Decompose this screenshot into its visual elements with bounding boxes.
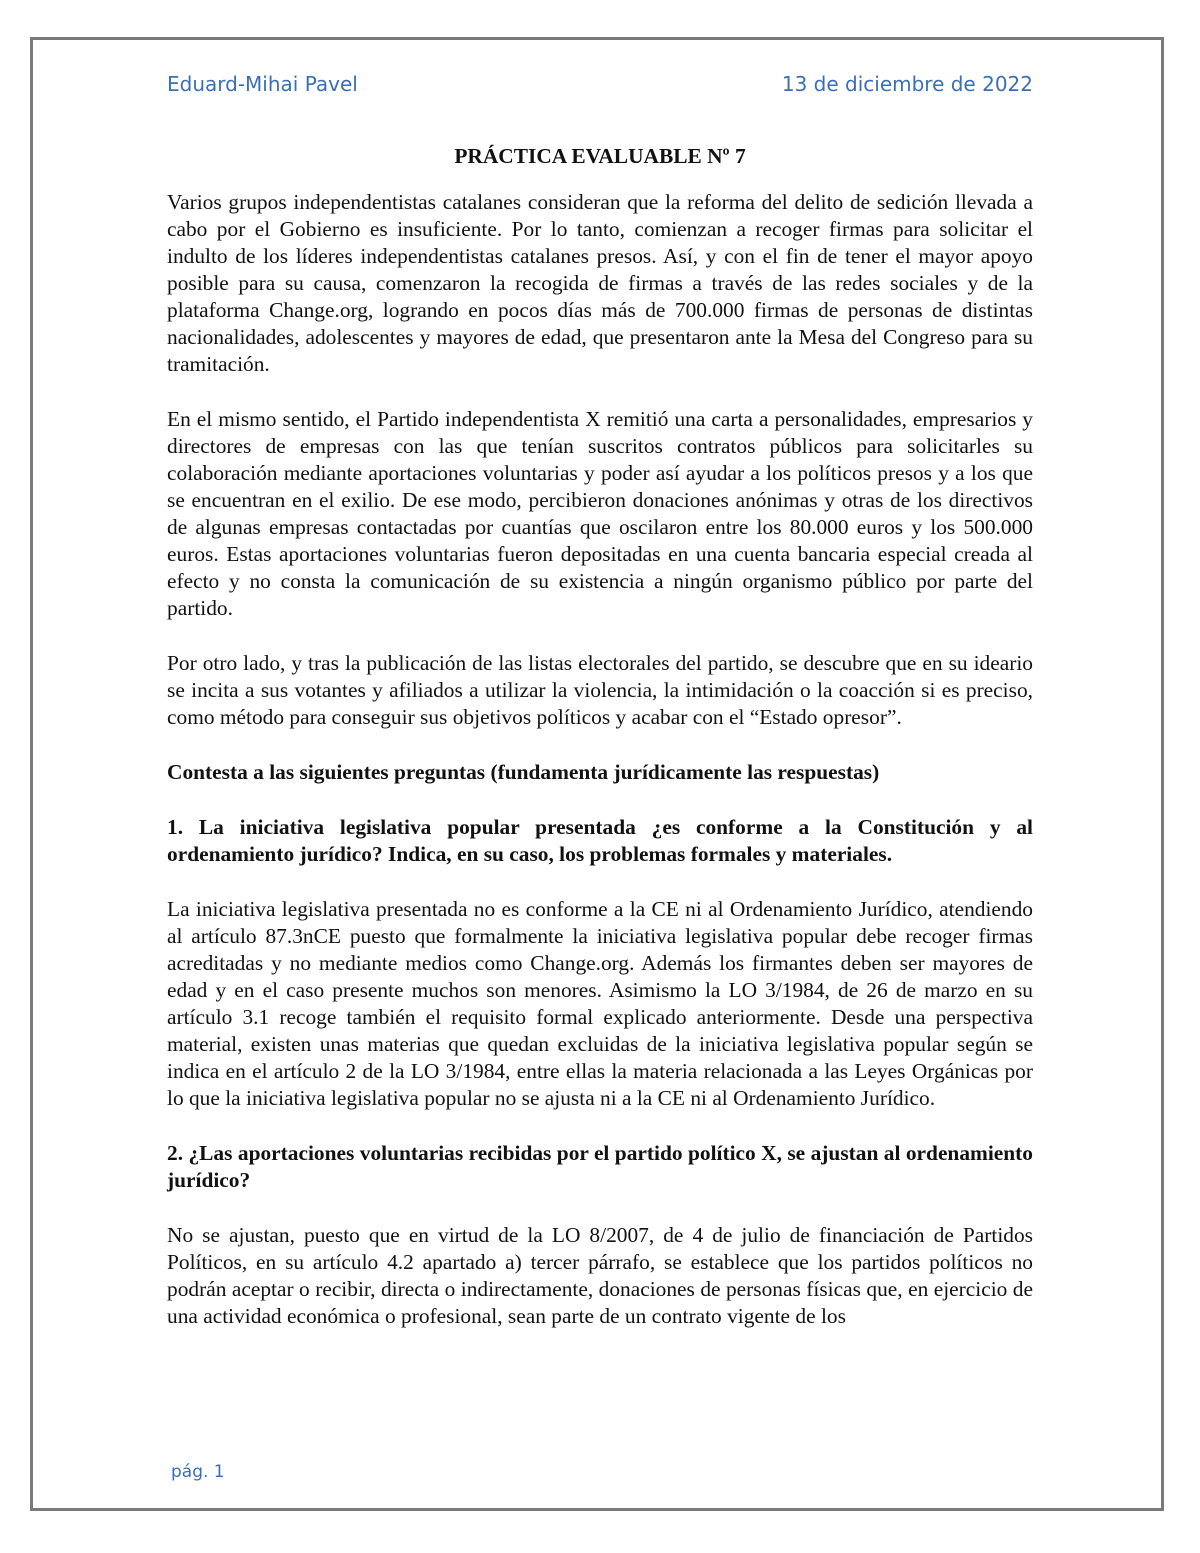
instructions-heading: Contesta a las siguientes preguntas (fundamenta jurídicamente las respuestas) (167, 760, 880, 784)
paragraph-3: Por otro lado, y tras la publicación de las listas electorales del partido, se descubre que en su ideario se incita a sus votantes y afiliados a utilizar la violencia, la intimidación o la coacción si es preciso, como método para conseguir sus objetivos políticos y acabar con el “Estado opresor”. (167, 651, 1033, 729)
page-number: pág. 1 (171, 1462, 225, 1482)
answer-2: No se ajustan, puesto que en virtud de la LO 8/2007, de 4 de julio de financiación de Partidos Políticos, en su artículo 4.2 apartado a) tercer párrafo, se establece que los partidos políticos no podrán aceptar o recibir, directa o indirectamente, donaciones de personas físicas que, en ejercicio de una actividad económica o profesional, sean parte de un contrato vigente de los (167, 1223, 1033, 1328)
answer-1: La iniciativa legislativa presentada no es conforme a la CE ni al Ordenamiento Jurídico, atendiendo al artículo 87.3nCE puesto que formalmente la iniciativa legislativa popular debe recoger firmas acreditadas y no mediante medios como Change.org. Además los firmantes deben ser mayores de edad y en el caso presente muchos son menores. Asimismo la LO 3/1984, de 26 de marzo en su artículo 3.1 recoge también el requisito formal explicado anteriormente. Desde una perspectiva material, existen unas materias que quedan excluidas de la iniciativa legislativa popular según se indica en el artículo 2 de la LO 3/1984, entre ellas la materia relacionada a las Leyes Orgánicas por lo que la iniciativa legislativa popular no se ajusta ni a la CE ni al Ordenamiento Jurídico. (167, 897, 1033, 1110)
paragraph-1: Varios grupos independentistas catalanes consideran que la reforma del delito de sedición llevada a cabo por el Gobierno es insuficiente. Por lo tanto, comienzan a recoger firmas para solicitar el indulto de los líderes independentistas catalanes presos. Así, y con el fin de tener el mayor apoyo posible para su causa, comenzaron la recogida de firmas a través de las redes sociales y de la plataforma Change.org, logrando en pocos días más de 700.000 firmas de personas de distintas nacionalidades, adolescentes y mayores de edad, que presentaron ante la Mesa del Congreso para su tramitación. (167, 190, 1033, 376)
question-2: 2. ¿Las aportaciones voluntarias recibidas por el partido político X, se ajustan al ordenamiento jurídico? (167, 1141, 1033, 1192)
header-date: 13 de diciembre de 2022 (781, 72, 1033, 96)
document-title: PRÁCTICA EVALUABLE Nº 7 (454, 144, 746, 168)
question-1: 1. La iniciativa legislativa popular presentada ¿es conforme a la Constitución y al ordenamiento jurídico? Indica, en su caso, los problemas formales y materiales. (167, 815, 1033, 866)
paragraph-2: En el mismo sentido, el Partido independentista X remitió una carta a personalidades, empresarios y directores de empresas con las que tenían suscritos contratos públicos para solicitarles su colaboración mediante aportaciones voluntarias y poder así ayudar a los políticos presos y a los que se encuentran en el exilio. De ese modo, percibieron donaciones anónimas y otras de los directivos de algunas empresas contactadas por cuantías que oscilaron entre los 80.000 euros y los 500.000 euros. Estas aportaciones voluntarias fueron depositadas en una cuenta bancaria especial creada al efecto y no consta la comunicación de su existencia a ningún organismo público por parte del partido. (167, 407, 1033, 620)
document-body (167, 143, 1033, 1330)
page-header (167, 72, 1033, 96)
header-author: Eduard-Mihai Pavel (167, 72, 358, 96)
